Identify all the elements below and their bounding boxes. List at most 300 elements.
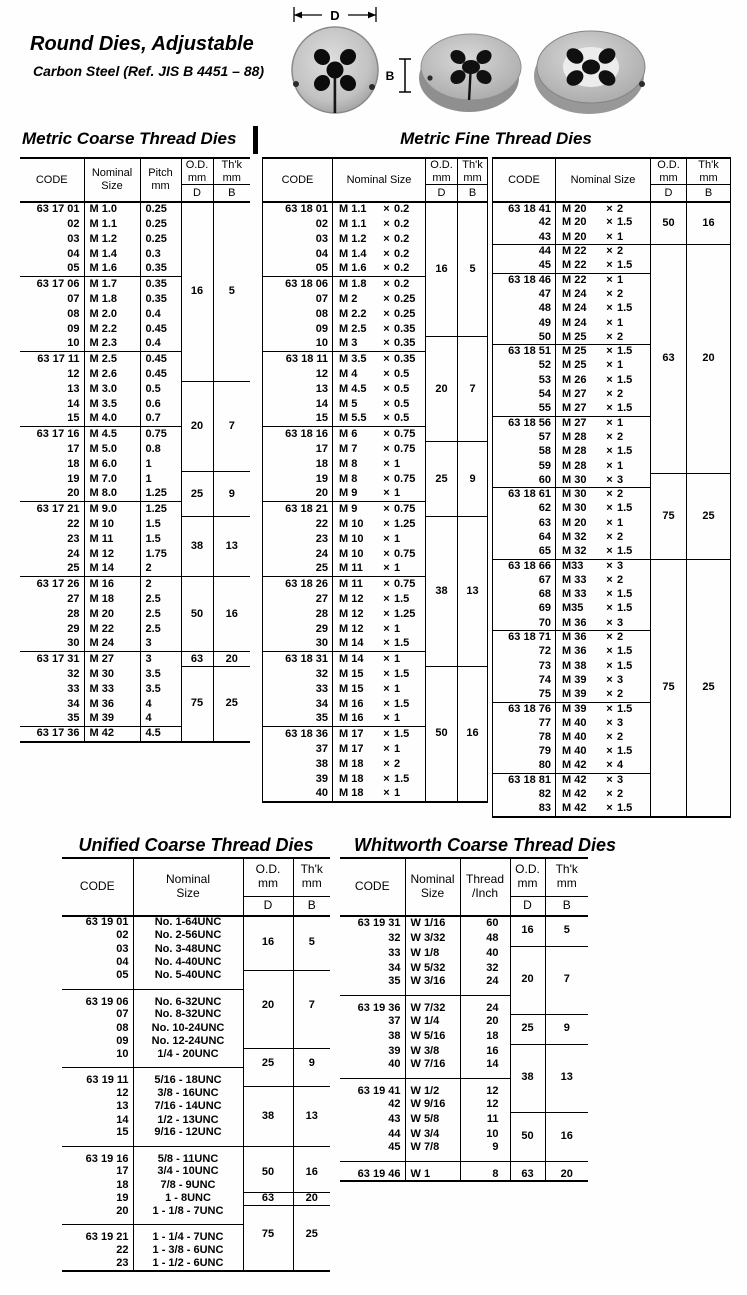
- dimension-b-label: B: [385, 69, 395, 83]
- mid-value-cell: 0.6: [140, 397, 181, 412]
- pitch-value: 1.5: [617, 345, 633, 358]
- column-header-mid: Pitch mm: [140, 158, 181, 202]
- pitch-value: 1: [394, 487, 401, 500]
- size-value: M 9: [339, 487, 358, 500]
- nominal-size-cell: [333, 472, 426, 487]
- nominal-size-cell: [556, 273, 651, 287]
- code-cell: 35: [67, 712, 80, 725]
- code-cell: 13: [67, 382, 80, 395]
- pitch-value: 0.25: [394, 292, 416, 305]
- column-header-thk: Th'k mm: [458, 158, 488, 185]
- nominal-size-cell: [556, 316, 651, 330]
- multiply-sign: ×: [383, 607, 390, 620]
- multiply-sign: ×: [383, 622, 390, 635]
- multiply-sign: ×: [383, 277, 390, 290]
- thk-cell: 20: [687, 245, 731, 474]
- code-cell: 52: [538, 359, 551, 372]
- code-cell: 47: [538, 287, 551, 300]
- nominal-size-cell: [333, 667, 426, 682]
- size-value: M 30: [562, 488, 587, 501]
- pitch-value: 2: [617, 688, 624, 700]
- multiply-sign: ×: [606, 588, 613, 601]
- pitch-value: 3: [617, 616, 624, 629]
- multiply-sign: ×: [606, 716, 613, 729]
- size-value: M 20: [562, 202, 587, 215]
- nominal-size-cell: M 1.0: [84, 202, 140, 217]
- mid-value-cell: 1.25: [140, 487, 181, 502]
- multiply-sign: ×: [606, 659, 613, 672]
- round-dies-photo: [272, 4, 652, 118]
- column-header-thk: Th'k mm: [545, 858, 588, 896]
- code-cell: 63 17 01: [36, 203, 80, 215]
- mid-value-cell: 0.5: [140, 382, 181, 397]
- multiply-sign: ×: [383, 397, 390, 410]
- pitch-value: 2: [617, 430, 624, 443]
- nominal-size-cell: M 14: [84, 562, 140, 577]
- nominal-size-cell: M 3.5: [84, 397, 140, 412]
- mid-value-cell: 1: [140, 472, 181, 487]
- mid-value-cell: 9: [460, 1142, 510, 1161]
- multiply-sign: ×: [606, 788, 613, 801]
- mid-value-cell: 4.5: [140, 727, 181, 742]
- mid-value-cell: 0.8: [140, 442, 181, 457]
- pitch-value: 0.2: [394, 277, 410, 290]
- table-row: [493, 202, 731, 216]
- die-angled-photo-2: [534, 31, 645, 114]
- pitch-value: 0.2: [394, 232, 410, 245]
- pitch-value: 0.75: [394, 502, 416, 515]
- multiply-sign: ×: [383, 307, 390, 320]
- code-cell: 30: [67, 637, 80, 650]
- pitch-value: 1: [394, 532, 401, 545]
- nominal-size-cell: 1 - 1/2 - 6UNC: [133, 1257, 243, 1271]
- nominal-size-cell: M 2.3: [84, 337, 140, 352]
- nominal-size-cell: [556, 802, 651, 816]
- nominal-size-cell: [556, 531, 651, 545]
- code-cell: 37: [315, 742, 328, 755]
- nominal-size-cell: M 1.1: [84, 217, 140, 232]
- size-value: M 1.8: [339, 277, 367, 290]
- code-cell: 14: [315, 397, 328, 410]
- multiply-sign: ×: [606, 359, 613, 372]
- size-value: M 30: [562, 473, 587, 486]
- nominal-size-cell: No. 8-32UNC: [133, 1008, 243, 1022]
- od-cell: 38: [510, 1044, 545, 1112]
- code-cell: 62: [538, 502, 551, 515]
- code-cell: 63 19 41: [340, 1078, 405, 1097]
- mid-value-cell: 3.5: [140, 667, 181, 682]
- nominal-size-cell: [556, 416, 651, 430]
- nominal-size-cell: [333, 427, 426, 442]
- section-title-unified: Unified Coarse Thread Dies: [78, 835, 314, 855]
- code-cell: 42: [388, 1097, 401, 1110]
- code-cell: 50: [538, 330, 551, 343]
- mid-value-cell: 12: [460, 1078, 510, 1097]
- mid-value-cell: 0.75: [140, 427, 181, 442]
- dimension-d-label: D: [330, 8, 340, 23]
- nominal-size-cell: [556, 588, 651, 602]
- thk-cell: 5: [293, 916, 330, 970]
- code-cell: 32: [388, 931, 401, 944]
- pitch-value: 0.35: [394, 352, 416, 365]
- mid-value-cell: 8: [460, 1161, 510, 1181]
- dimension-b-bracket: [399, 59, 411, 92]
- size-value: M 27: [562, 388, 587, 401]
- nominal-size-cell: [556, 473, 651, 487]
- code-cell: 32: [315, 667, 328, 680]
- nominal-size-cell: [556, 288, 651, 302]
- pitch-value: 1: [617, 516, 624, 529]
- page-subtitle: Carbon Steel (Ref. JIS B 4451 – 88): [33, 63, 265, 79]
- size-value: M 10: [339, 517, 364, 530]
- thk-cell: 5: [213, 202, 250, 382]
- nominal-size-cell: M 6.0: [84, 457, 140, 472]
- code-cell: 59: [538, 459, 551, 472]
- thk-cell: 20: [545, 1161, 588, 1181]
- pitch-value: 1: [394, 787, 401, 799]
- code-cell: 63 18 66: [493, 559, 556, 573]
- code-cell: 22: [315, 517, 328, 530]
- multiply-sign: ×: [606, 745, 613, 758]
- column-header-od: O.D. mm: [243, 858, 293, 896]
- pitch-value: 1.25: [394, 517, 416, 530]
- code-cell: 07: [116, 1008, 129, 1021]
- multiply-sign: ×: [383, 712, 390, 725]
- multiply-sign: ×: [383, 637, 390, 650]
- pitch-value: 0.75: [394, 427, 416, 440]
- size-value: M 1.1: [339, 203, 367, 215]
- nominal-size-cell: 5/8 - 11UNC: [133, 1146, 243, 1165]
- multiply-sign: ×: [383, 427, 390, 440]
- size-value: M 1.4: [339, 247, 367, 260]
- od-cell: 16: [426, 202, 458, 337]
- code-cell: 22: [67, 517, 80, 530]
- mid-value-cell: 0.25: [140, 232, 181, 247]
- od-cell: 20: [510, 946, 545, 1014]
- pitch-value: 0.75: [394, 577, 416, 590]
- code-cell: 13: [116, 1100, 129, 1113]
- thk-cell: 20: [213, 652, 250, 667]
- column-header-code: CODE: [493, 158, 556, 202]
- mid-value-cell: 2: [140, 562, 181, 577]
- multiply-sign: ×: [606, 516, 613, 529]
- code-cell: 40: [315, 787, 328, 799]
- mid-value-cell: 2.5: [140, 607, 181, 622]
- code-cell: 48: [538, 302, 551, 315]
- code-cell: 63 18 26: [263, 577, 333, 592]
- multiply-sign: ×: [383, 337, 390, 350]
- pitch-value: 0.5: [394, 397, 410, 410]
- nominal-size-cell: [556, 731, 651, 745]
- nominal-size-cell: W 1/16: [405, 916, 460, 931]
- column-header-nominal-size: Nominal Size: [333, 158, 426, 202]
- thk-cell: 25: [293, 1206, 330, 1271]
- code-cell: 37: [388, 1014, 401, 1027]
- nominal-size-cell: [556, 659, 651, 673]
- multiply-sign: ×: [383, 352, 390, 365]
- multiply-sign: ×: [383, 727, 390, 740]
- mid-value-cell: 3.5: [140, 682, 181, 697]
- multiply-sign: ×: [606, 459, 613, 472]
- column-subheader-b: B: [458, 185, 488, 202]
- code-cell: 10: [67, 337, 80, 350]
- multiply-sign: ×: [383, 487, 390, 500]
- nominal-size-cell: [556, 431, 651, 445]
- size-value: M 16: [339, 697, 364, 710]
- mid-value-cell: 0.45: [140, 322, 181, 337]
- multiply-sign: ×: [606, 545, 613, 558]
- od-cell: 20: [243, 970, 293, 1049]
- nominal-size-cell: [556, 345, 651, 359]
- mid-value-cell: 0.4: [140, 337, 181, 352]
- mid-value-cell: 0.35: [140, 277, 181, 292]
- multiply-sign: ×: [606, 273, 613, 286]
- column-header-thk: Th'k mm: [293, 858, 330, 896]
- multiply-sign: ×: [383, 457, 390, 470]
- pitch-value: 0.2: [394, 217, 410, 230]
- multiply-sign: ×: [606, 388, 613, 401]
- nominal-size-cell: [333, 772, 426, 787]
- nominal-size-cell: M 12: [84, 547, 140, 562]
- nominal-size-cell: M 1.2: [84, 232, 140, 247]
- code-cell: 63 19 36: [340, 995, 405, 1014]
- code-cell: 63 18 51: [493, 345, 556, 359]
- mid-value-cell: 1.75: [140, 547, 181, 562]
- nominal-size-cell: [556, 388, 651, 402]
- multiply-sign: ×: [606, 287, 613, 300]
- pitch-value: 0.35: [394, 337, 416, 350]
- size-value: M 36: [562, 616, 587, 629]
- nominal-size-cell: [556, 788, 651, 802]
- size-value: M 3.5: [339, 352, 367, 365]
- code-cell: 17: [116, 1165, 129, 1178]
- table-row: [263, 517, 488, 532]
- nominal-size-cell: M 1.8: [84, 292, 140, 307]
- pitch-value: 3: [617, 673, 624, 686]
- size-value: M 32: [562, 545, 587, 558]
- od-cell: 25: [243, 1049, 293, 1087]
- pitch-value: 2: [617, 788, 624, 801]
- size-value: M 22: [562, 245, 587, 258]
- code-cell: 63 18 71: [493, 631, 556, 645]
- size-value: M 36: [562, 645, 587, 658]
- pitch-value: 0.5: [394, 367, 410, 380]
- pitch-value: 0.25: [394, 307, 416, 320]
- multiply-sign: ×: [606, 673, 613, 686]
- code-cell: 45: [388, 1141, 401, 1154]
- nominal-size-cell: 1/2 - 13UNC: [133, 1114, 243, 1128]
- table-row: [62, 970, 330, 989]
- code-cell: 15: [315, 412, 328, 425]
- pitch-value: 1.5: [394, 697, 410, 710]
- nominal-size-cell: [556, 745, 651, 759]
- nominal-size-cell: [333, 412, 426, 427]
- code-cell: 20: [116, 1204, 129, 1217]
- code-cell: 18: [315, 457, 328, 470]
- nominal-size-cell: W 1: [405, 1161, 460, 1181]
- pitch-value: 1.5: [617, 588, 633, 601]
- pitch-value: 1.5: [617, 259, 633, 272]
- nominal-size-cell: [556, 445, 651, 459]
- size-value: M 27: [562, 402, 587, 415]
- code-cell: 10: [116, 1047, 129, 1060]
- size-value: M 3: [339, 337, 358, 350]
- size-value: M 16: [339, 712, 364, 725]
- mid-value-cell: 4: [140, 712, 181, 727]
- nominal-size-cell: M 1.4: [84, 247, 140, 262]
- code-cell: 09: [116, 1035, 129, 1048]
- code-cell: 23: [315, 532, 328, 545]
- mid-value-cell: 40: [460, 946, 510, 961]
- pitch-value: 2: [617, 631, 624, 644]
- nominal-size-cell: No. 6-32UNC: [133, 989, 243, 1008]
- code-cell: 63 17 06: [20, 277, 84, 292]
- nominal-size-cell: No. 2-56UNC: [133, 930, 243, 944]
- nominal-size-cell: [333, 217, 426, 232]
- table-row: [62, 1146, 330, 1165]
- code-cell: 22: [116, 1243, 129, 1256]
- od-cell: 50: [426, 667, 458, 802]
- code-cell: 12: [67, 367, 80, 380]
- code-cell: 34: [67, 697, 80, 710]
- nominal-size-cell: W 5/32: [405, 961, 460, 976]
- nominal-size-cell: M 2.5: [84, 352, 140, 367]
- nominal-size-cell: W 3/8: [405, 1044, 460, 1059]
- nominal-size-cell: M 18: [84, 592, 140, 607]
- nominal-size-cell: 9/16 - 12UNC: [133, 1127, 243, 1146]
- column-header-od: O.D. mm: [426, 158, 458, 185]
- column-header-od: O.D. mm: [181, 158, 213, 185]
- size-value: M 25: [562, 330, 587, 343]
- mid-value-cell: 32: [460, 961, 510, 976]
- code-cell: 63 17 21: [20, 502, 84, 517]
- mid-value-cell: 24: [460, 976, 510, 995]
- size-value: M 2: [339, 292, 358, 305]
- code-cell: 35: [315, 712, 328, 725]
- table-row: [20, 382, 250, 397]
- code-cell: 63 18 36: [263, 727, 333, 742]
- section-title-whitworth: Whitworth Coarse Thread Dies: [353, 835, 617, 855]
- size-value: M 36: [562, 631, 587, 644]
- mid-value-cell: 12: [460, 1097, 510, 1112]
- code-cell: 55: [538, 402, 551, 415]
- nominal-size-cell: M 30: [84, 667, 140, 682]
- code-cell: 17: [315, 442, 328, 455]
- table-row: [493, 559, 731, 573]
- size-value: M 1.2: [339, 232, 367, 245]
- code-cell: 49: [538, 316, 551, 329]
- size-value: M 12: [339, 622, 364, 635]
- nominal-size-cell: W 3/32: [405, 931, 460, 946]
- nominal-size-cell: No. 5-40UNC: [133, 970, 243, 989]
- multiply-sign: ×: [383, 382, 390, 395]
- code-cell: 25: [67, 562, 80, 575]
- multiply-sign: ×: [606, 573, 613, 586]
- size-value: M 11: [339, 577, 363, 590]
- column-subheader-b: B: [213, 185, 250, 202]
- pitch-value: 2: [617, 388, 624, 401]
- code-cell: 63 18 31: [263, 652, 333, 667]
- thk-cell: 16: [545, 1112, 588, 1161]
- code-cell: 63 18 16: [263, 427, 333, 442]
- pitch-value: 3: [617, 774, 624, 787]
- code-cell: 14: [116, 1113, 129, 1126]
- column-header-nominal-size: Nominal Size: [133, 858, 243, 916]
- size-value: M 39: [562, 688, 587, 700]
- column-subheader-b: B: [687, 185, 731, 202]
- thk-cell: 9: [458, 442, 488, 517]
- multiply-sign: ×: [606, 688, 613, 700]
- multiply-sign: ×: [606, 616, 613, 629]
- code-cell: 79: [538, 745, 551, 758]
- code-cell: 63 17 31: [20, 652, 84, 667]
- pitch-value: 1.5: [617, 602, 633, 615]
- mid-value-cell: 0.25: [140, 217, 181, 232]
- nominal-size-cell: [333, 502, 426, 517]
- code-cell: 63 18 81: [493, 774, 556, 788]
- code-cell: 82: [538, 788, 551, 801]
- size-value: M 15: [339, 682, 364, 695]
- mid-value-cell: 48: [460, 931, 510, 946]
- nominal-size-cell: 5/16 - 18UNC: [133, 1068, 243, 1087]
- mid-value-cell: 0.3: [140, 247, 181, 262]
- size-value: M 17: [339, 727, 364, 740]
- nominal-size-cell: W 7/16: [405, 1059, 460, 1078]
- nominal-size-cell: [333, 727, 426, 742]
- nominal-size-cell: [333, 637, 426, 652]
- nominal-size-cell: [556, 759, 651, 773]
- multiply-sign: ×: [383, 203, 390, 215]
- multiply-sign: ×: [606, 216, 613, 229]
- multiply-sign: ×: [383, 442, 390, 455]
- table-row: [263, 442, 488, 457]
- od-cell: 16: [181, 202, 213, 382]
- mid-value-cell: 60: [460, 916, 510, 931]
- column-subheader-d: D: [181, 185, 213, 202]
- pitch-value: 1.25: [394, 607, 416, 620]
- mid-value-cell: 4: [140, 697, 181, 712]
- multiply-sign: ×: [383, 682, 390, 695]
- code-cell: 07: [315, 292, 328, 305]
- multiply-sign: ×: [606, 473, 613, 486]
- mid-value-cell: 18: [460, 1029, 510, 1044]
- code-cell: 70: [538, 616, 551, 629]
- code-cell: 08: [116, 1021, 129, 1034]
- nominal-size-cell: No. 1-64UNC: [133, 916, 243, 930]
- nominal-size-cell: W 3/4: [405, 1127, 460, 1142]
- code-cell: 10: [315, 337, 328, 350]
- code-cell: 35: [388, 975, 401, 987]
- whitworth-table: [340, 857, 588, 1182]
- multiply-sign: ×: [383, 472, 390, 485]
- table-row: [20, 652, 250, 667]
- mid-value-cell: 1.5: [140, 532, 181, 547]
- code-cell: 19: [315, 472, 328, 485]
- nominal-size-cell: [556, 359, 651, 373]
- code-cell: 20: [315, 487, 328, 500]
- code-cell: 63 17 11: [20, 352, 84, 367]
- nominal-size-cell: [333, 697, 426, 712]
- table-row: [62, 1192, 330, 1206]
- nominal-size-cell: [333, 457, 426, 472]
- thk-cell: 20: [293, 1192, 330, 1206]
- code-cell: 04: [67, 247, 80, 260]
- nominal-size-cell: [333, 442, 426, 457]
- multiply-sign: ×: [606, 530, 613, 543]
- code-cell: 27: [67, 592, 80, 605]
- pitch-value: 1: [394, 562, 401, 575]
- nominal-size-cell: M 4.0: [84, 412, 140, 427]
